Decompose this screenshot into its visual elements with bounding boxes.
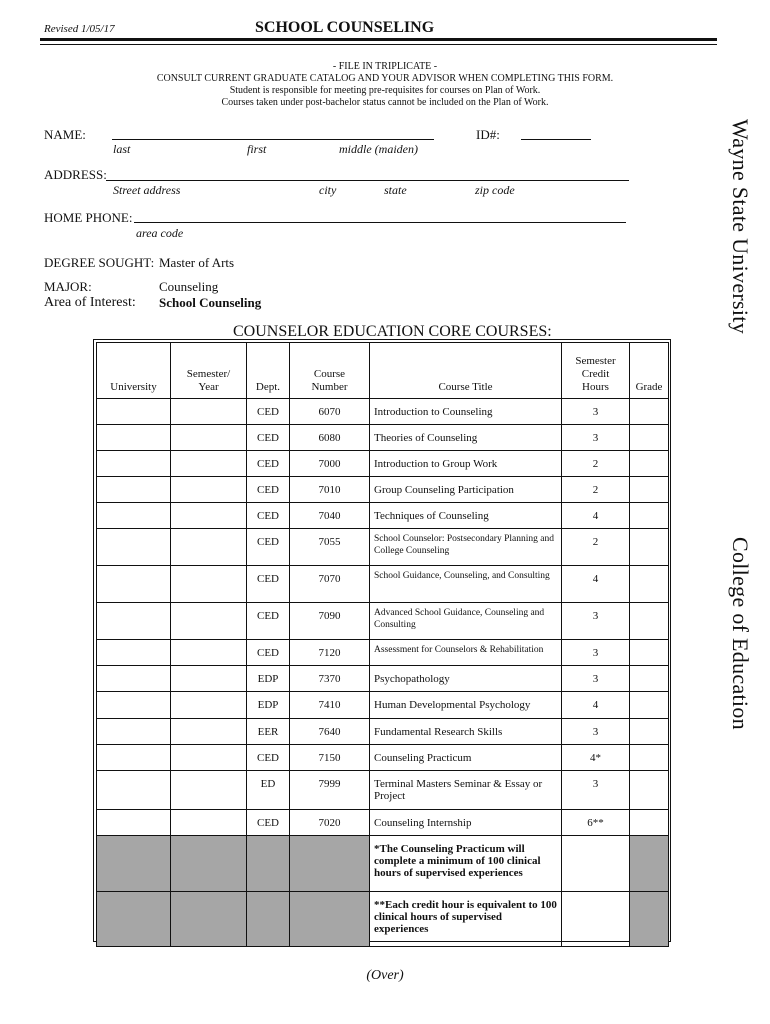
course-number-cell: 7070 xyxy=(290,566,370,603)
course-number-cell: 7120 xyxy=(290,640,370,666)
footnote-row xyxy=(97,892,669,947)
blank-cell xyxy=(562,836,630,892)
course-number-cell: 7020 xyxy=(290,810,370,836)
col-semester-year: Semester/ Year xyxy=(171,343,247,399)
university-cell[interactable] xyxy=(97,719,171,745)
credit-hours-cell: 3 xyxy=(562,719,630,745)
semester-year-cell[interactable] xyxy=(171,719,247,745)
grade-cell[interactable] xyxy=(630,566,669,603)
dept-cell: EDP xyxy=(247,666,290,692)
grade-cell[interactable] xyxy=(630,640,669,666)
course-title-cell: Human Developmental Psychology xyxy=(370,692,562,719)
col-course-title: Course Title xyxy=(370,343,562,399)
id-field[interactable] xyxy=(521,139,591,140)
instruction-line: Student is responsible for meeting pre-requisites for courses on Plan of Work. xyxy=(229,85,541,96)
grade-cell[interactable] xyxy=(630,719,669,745)
col-course-number: Course Number xyxy=(290,343,370,399)
grade-cell[interactable] xyxy=(630,451,669,477)
area-of-interest-value: School Counseling xyxy=(159,295,262,310)
course-title-cell: Advanced School Guidance, Counseling and Consulting xyxy=(370,603,562,640)
over-note: (Over) xyxy=(366,968,404,983)
shaded-cell xyxy=(290,836,370,892)
grade-cell[interactable] xyxy=(630,771,669,810)
phone-hint-area-code: area code xyxy=(136,226,184,240)
area-of-interest-label: Area of Interest: xyxy=(44,295,136,310)
name-field[interactable] xyxy=(112,139,434,140)
major-value: Counseling xyxy=(159,279,219,294)
table-row xyxy=(97,603,669,640)
course-number-cell: 7040 xyxy=(290,503,370,529)
dept-cell: CED xyxy=(247,451,290,477)
footnote-row xyxy=(97,836,669,892)
semester-year-cell[interactable] xyxy=(171,771,247,810)
university-cell[interactable] xyxy=(97,603,171,640)
course-title-cell: Psychopathology xyxy=(370,666,562,692)
university-cell[interactable] xyxy=(97,771,171,810)
home-phone-field[interactable] xyxy=(134,222,626,223)
core-courses-heading: COUNSELOR EDUCATION CORE COURSES: xyxy=(233,323,552,340)
course-number-cell: 7410 xyxy=(290,692,370,719)
address-hint-zip: zip code xyxy=(475,183,515,197)
table-row xyxy=(97,425,669,451)
semester-year-cell[interactable] xyxy=(171,566,247,603)
shaded-cell xyxy=(97,836,171,892)
course-title-cell: Introduction to Counseling xyxy=(370,399,562,425)
dept-cell: CED xyxy=(247,503,290,529)
university-cell[interactable] xyxy=(97,640,171,666)
footnote-text: **Each credit hour is equivalent to 100 clinical hours of supervised experiences xyxy=(370,892,562,947)
name-hint-middle: middle (maiden) xyxy=(339,142,418,156)
name-hint-last: last xyxy=(113,142,131,156)
credit-hours-cell: 2 xyxy=(562,529,630,566)
grade-cell[interactable] xyxy=(630,692,669,719)
university-cell[interactable] xyxy=(97,399,171,425)
course-number-cell: 7370 xyxy=(290,666,370,692)
table-row xyxy=(97,745,669,771)
page-title: SCHOOL COUNSELING xyxy=(255,19,435,36)
dept-cell: EER xyxy=(247,719,290,745)
credit-hours-cell: 3 xyxy=(562,640,630,666)
grade-cell[interactable] xyxy=(630,810,669,836)
semester-year-cell[interactable] xyxy=(171,399,247,425)
table-row xyxy=(97,640,669,666)
dept-cell: CED xyxy=(247,603,290,640)
university-cell[interactable] xyxy=(97,566,171,603)
name-hint-first: first xyxy=(247,142,267,156)
course-title-cell: Group Counseling Participation xyxy=(370,477,562,503)
grade-cell[interactable] xyxy=(630,529,669,566)
col-credit-hours: Semester Credit Hours xyxy=(562,343,630,399)
dept-cell: CED xyxy=(247,477,290,503)
semester-year-cell[interactable] xyxy=(171,451,247,477)
grade-cell[interactable] xyxy=(630,503,669,529)
shaded-cell xyxy=(171,892,247,947)
semester-year-cell[interactable] xyxy=(171,477,247,503)
table-row xyxy=(97,810,669,836)
blank-cell xyxy=(562,892,630,947)
table-row xyxy=(97,692,669,719)
table-row xyxy=(97,451,669,477)
credit-hours-cell: 2 xyxy=(562,477,630,503)
table-row xyxy=(97,399,669,425)
instruction-line: Courses taken under post-bachelor status cannot be included on the Plan of Work. xyxy=(221,97,549,108)
course-title-cell: Introduction to Group Work xyxy=(370,451,562,477)
dept-cell: CED xyxy=(247,425,290,451)
degree-value: Master of Arts xyxy=(159,255,235,270)
grade-cell[interactable] xyxy=(630,745,669,771)
university-cell[interactable] xyxy=(97,666,171,692)
credit-hours-cell: 3 xyxy=(562,603,630,640)
semester-year-cell[interactable] xyxy=(171,503,247,529)
table-row xyxy=(97,503,669,529)
course-title-cell: School Guidance, Counseling, and Consulting xyxy=(370,566,562,603)
grade-cell[interactable] xyxy=(630,603,669,640)
revision-date: Revised 1/05/17 xyxy=(44,23,115,35)
home-phone-label: HOME PHONE: xyxy=(44,210,133,225)
credit-hours-cell: 3 xyxy=(562,399,630,425)
dept-cell: CED xyxy=(247,529,290,566)
header-rule-thick xyxy=(40,38,717,41)
credit-hours-cell: 4* xyxy=(562,745,630,771)
course-number-cell: 6080 xyxy=(290,425,370,451)
semester-year-cell[interactable] xyxy=(171,425,247,451)
shaded-cell xyxy=(630,836,669,892)
course-number-cell: 7999 xyxy=(290,771,370,810)
course-number-cell: 7090 xyxy=(290,603,370,640)
side-university: Wayne State University xyxy=(728,119,753,334)
grade-cell[interactable] xyxy=(630,477,669,503)
university-cell[interactable] xyxy=(97,529,171,566)
course-title-cell: Terminal Masters Seminar & Essay or Project xyxy=(370,771,562,810)
course-title-cell: Theories of Counseling xyxy=(370,425,562,451)
degree-label: DEGREE SOUGHT: xyxy=(44,255,155,270)
major-label: MAJOR: xyxy=(44,279,92,294)
table-row xyxy=(97,529,669,566)
dept-cell: CED xyxy=(247,399,290,425)
instructions xyxy=(60,61,710,109)
address-label: ADDRESS: xyxy=(44,167,107,182)
semester-year-cell[interactable] xyxy=(171,666,247,692)
university-cell[interactable] xyxy=(97,477,171,503)
grade-cell[interactable] xyxy=(630,425,669,451)
table-row xyxy=(97,566,669,603)
course-title-cell: Counseling Practicum xyxy=(370,745,562,771)
university-cell[interactable] xyxy=(97,745,171,771)
semester-year-cell[interactable] xyxy=(171,810,247,836)
dept-cell: EDP xyxy=(247,692,290,719)
semester-year-cell[interactable] xyxy=(171,692,247,719)
course-number-cell: 7150 xyxy=(290,745,370,771)
instruction-line: - FILE IN TRIPLICATE - xyxy=(332,61,438,72)
core-courses-table xyxy=(96,342,669,947)
table-header-row xyxy=(97,343,669,399)
university-cell[interactable] xyxy=(97,425,171,451)
address-hint-street: Street address xyxy=(113,183,181,197)
col-grade: Grade xyxy=(630,343,669,399)
semester-year-cell[interactable] xyxy=(171,529,247,566)
side-college: College of Education xyxy=(728,537,753,730)
col-dept: Dept. xyxy=(247,343,290,399)
semester-year-cell[interactable] xyxy=(171,640,247,666)
course-title-cell: School Counselor: Postsecondary Planning and College Counseling xyxy=(370,529,562,566)
footnote-text: *The Counseling Practicum will complete a minimum of 100 clinical hours of supervised experiences xyxy=(370,836,562,892)
table-row xyxy=(97,477,669,503)
semester-year-cell[interactable] xyxy=(171,745,247,771)
course-title-cell: Assessment for Counselors & Rehabilitation xyxy=(370,640,562,666)
name-label: NAME: xyxy=(44,127,86,142)
university-cell[interactable] xyxy=(97,810,171,836)
id-label: ID#: xyxy=(476,127,500,142)
address-hint-city: city xyxy=(319,183,337,197)
course-title-cell: Techniques of Counseling xyxy=(370,503,562,529)
dept-cell: CED xyxy=(247,810,290,836)
course-title-cell: Fundamental Research Skills xyxy=(370,719,562,745)
dept-cell: ED xyxy=(247,771,290,810)
credit-hours-cell: 3 xyxy=(562,666,630,692)
shaded-cell xyxy=(247,892,290,947)
table-row xyxy=(97,719,669,745)
address-hint-state: state xyxy=(384,183,407,197)
course-number-cell: 6070 xyxy=(290,399,370,425)
dept-cell: CED xyxy=(247,566,290,603)
shaded-cell xyxy=(247,836,290,892)
dept-cell: CED xyxy=(247,745,290,771)
university-cell[interactable] xyxy=(97,451,171,477)
semester-year-cell[interactable] xyxy=(171,603,247,640)
instruction-line: CONSULT CURRENT GRADUATE CATALOG AND YOUR ADVISOR WHEN COMPLETING THIS FORM. xyxy=(156,73,614,84)
course-number-cell: 7000 xyxy=(290,451,370,477)
header-rule-thin xyxy=(40,44,717,45)
credit-hours-cell: 3 xyxy=(562,425,630,451)
credit-hours-cell: 3 xyxy=(562,771,630,810)
shaded-cell xyxy=(290,892,370,947)
credit-hours-cell: 6** xyxy=(562,810,630,836)
course-number-cell: 7640 xyxy=(290,719,370,745)
shaded-cell xyxy=(97,892,171,947)
course-title-cell: Counseling Internship xyxy=(370,810,562,836)
university-cell[interactable] xyxy=(97,503,171,529)
course-number-cell: 7055 xyxy=(290,529,370,566)
grade-cell[interactable] xyxy=(630,399,669,425)
grade-cell[interactable] xyxy=(630,666,669,692)
course-number-cell: 7010 xyxy=(290,477,370,503)
credit-hours-cell: 4 xyxy=(562,692,630,719)
address-field[interactable] xyxy=(106,180,629,181)
dept-cell: CED xyxy=(247,640,290,666)
table-row xyxy=(97,771,669,810)
col-university: University xyxy=(97,343,171,399)
credit-hours-cell: 2 xyxy=(562,451,630,477)
credit-hours-cell: 4 xyxy=(562,503,630,529)
table-row xyxy=(97,666,669,692)
credit-hours-cell: 4 xyxy=(562,566,630,603)
university-cell[interactable] xyxy=(97,692,171,719)
shaded-cell xyxy=(630,892,669,947)
shaded-cell xyxy=(171,836,247,892)
